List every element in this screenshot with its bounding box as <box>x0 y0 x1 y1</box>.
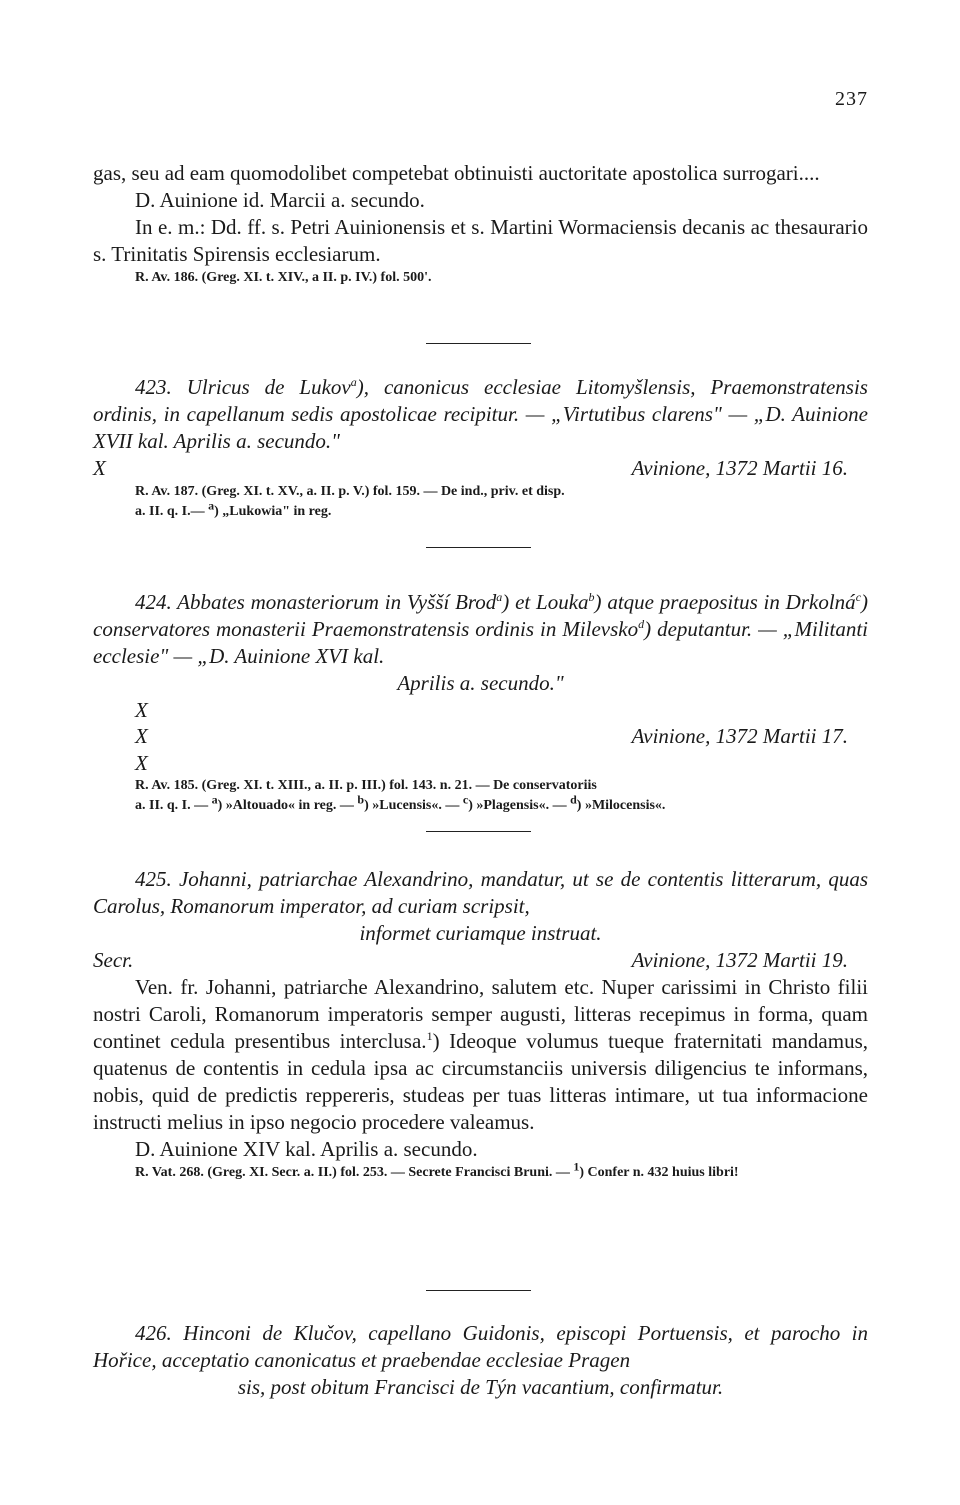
section-divider <box>426 547 531 548</box>
place-date: Avinione, 1372 Martii 19. <box>631 948 848 972</box>
place-date: Avinione, 1372 Martii 17. <box>631 724 848 748</box>
entry-source: R. Vat. 268. (Greg. XI. Secr. a. II.) fol. 253. — Secrete Francisci Bruni. — $^1$) Confer n. 432 huius libri! <box>135 1159 739 1180</box>
marker-x: X <box>135 751 148 775</box>
entry-heading: 423. Ulricus de Lukov$^a$), canonicus ecclesiae Litomyšlensis, Praemonstratensis ordinis, in capellanum sedis apostolicae recipitur. — „Virtutibus clarens" — „D. Auinione XVII kal. Aprilis a. secundo." <box>93 375 868 453</box>
entry-continuation <box>93 160 868 288</box>
continuation-address: In e. m.: Dd. ff. s. Petri Auinionensis et s. Martini Wormaciensis decanis ac thesaurario s. Trinitatis Spirensis ecclesiarum. <box>93 215 868 266</box>
place-date-row <box>93 947 868 974</box>
marker-x: X <box>135 698 148 722</box>
entry-heading-end: informet curiamque instruat. <box>359 921 602 945</box>
place-date-row <box>93 455 868 482</box>
entry-heading: 426. Hinconi de Klučov, capellano Guidonis, episcopi Portuensis, et parocho in Hořice, acceptatio canonicatus et praebendae ecclesiae Pragen <box>93 1321 868 1372</box>
letter-date: D. Auinione XIV kal. Aprilis a. secundo. <box>135 1137 478 1161</box>
entry-source: R. Av. 187. (Greg. XI. t. XV., a. II. p. V.) fol. 159. — De ind., priv. et disp. a. II. q. I.— $^a$) „Lukowia" in reg. <box>135 484 565 519</box>
entry-number: 424. <box>135 590 172 614</box>
secr-label: Secr. <box>93 948 134 972</box>
continuation-text: gas, seu ad eam quomodolibet competebat obtinuisti auctoritate apostolica surrogari.... <box>93 161 820 185</box>
continuation-source: R. Av. 186. (Greg. XI. t. XIV., a II. p. IV.) fol. 500'. <box>135 270 432 285</box>
place-date: Avinione, 1372 Martii 16. <box>631 456 848 480</box>
entry-heading: 425. Johanni, patriarchae Alexandrino, mandatur, ut se de contentis litterarum, quas Carolus, Romanorum imperator, ad curiam scripsit, <box>93 867 868 918</box>
section-divider <box>426 1290 531 1291</box>
page-number: 237 <box>835 88 868 110</box>
entry-heading-end: Aprilis a. secundo." <box>397 671 564 695</box>
entry-number: 426. <box>135 1321 172 1345</box>
entry-number: 423. <box>135 375 172 399</box>
continuation-date: D. Auinione id. Marcii a. secundo. <box>135 188 425 212</box>
marker-group <box>93 697 868 776</box>
entry-source: R. Av. 185. (Greg. XI. t. XIII., a. II. p. III.) fol. 143. n. 21. — De conservatoriis a. II. q. I. — $^a$) »Altouado« in reg. — $^b$) »Lucensis«. — $^c$) »Plagensis«. — $^d$) »Milocensis«. <box>135 778 666 813</box>
entry-423 <box>93 374 868 522</box>
document-page <box>93 0 868 1505</box>
section-divider <box>426 831 531 832</box>
entry-425 <box>93 866 868 1183</box>
marker-x: X <box>135 724 148 748</box>
entry-426 <box>93 1320 868 1401</box>
entry-number: 425. <box>135 867 172 891</box>
letter-body: Ven. fr. Johanni, patriarche Alexandrino, salutem etc. Nuper carissimi in Christo filii nostri Caroli, Romanorum imperatoris semper augusti, litteras recepimus in forma, quam continet cedula presentibus interclusa.$^1$) Ideoque volumus tueque fraternitati mandamus, quatenus de contentis in cedula ipsa ac circumstanciis universis diligencius te informans, nobis, quid de predictis reppereris, studeas per tuas litteras intimare, ut tua informacione instructi melius in ipso negocio procedere valeamus. <box>93 975 868 1134</box>
section-divider <box>426 343 531 344</box>
entry-424 <box>93 589 868 816</box>
marker-x: X <box>93 456 106 480</box>
entry-heading-end: sis, post obitum Francisci de Týn vacantium, confirmatur. <box>237 1375 724 1399</box>
entry-heading: 424. Abbates monasteriorum in Vyšší Brod$^a$) et Louka$^b$) atque praepositus in Drkolná$^c$) conservatores monasterii Praemonstratensis ordinis in Milevsko$^d$) deputantur. — „Militanti ecclesie" — „D. Auinione XVI kal. <box>93 590 869 668</box>
